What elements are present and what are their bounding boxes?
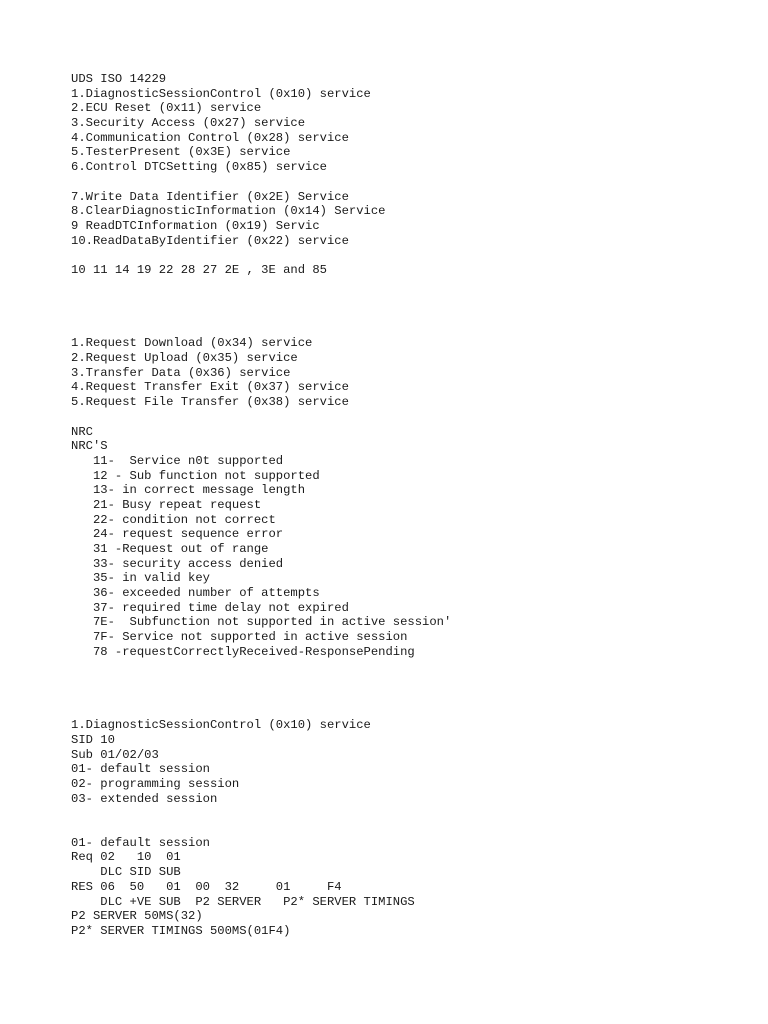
text-line: 35- in valid key: [71, 571, 210, 586]
text-line: 10 11 14 19 22 28 27 2E , 3E and 85: [71, 262, 327, 277]
text-line: 3.Transfer Data (0x36) service: [71, 365, 291, 380]
text-line: 4.Request Transfer Exit (0x37) service: [71, 380, 349, 395]
blank-line: [71, 307, 761, 322]
text-line: 4.Communication Control (0x28) service: [71, 130, 349, 145]
blank-line: [71, 292, 761, 307]
blank-line: [71, 278, 761, 293]
text-line: 6.Control DTCSetting (0x85) service: [71, 160, 327, 175]
text-line: 22- condition not correct: [71, 512, 276, 527]
text-line: 2.Request Upload (0x35) service: [71, 351, 298, 366]
text-line: 2.ECU Reset (0x11) service: [71, 101, 262, 116]
blank-line: [71, 674, 761, 689]
text-line: 01- default session: [71, 835, 210, 850]
blank-line: [71, 689, 761, 704]
text-line: 24- request sequence error: [71, 527, 284, 542]
text-line: 02- programming session: [71, 777, 240, 791]
blank-line: [71, 248, 761, 263]
blank-line: [71, 410, 761, 425]
text-line: P2* SERVER TIMINGS 500MS(01F4): [71, 923, 291, 938]
text-line: 1.DiagnosticSessionControl (0x10) service: [71, 718, 371, 733]
text-line: 33- security access denied: [71, 556, 284, 571]
text-line: 31 -Request out of range: [71, 542, 269, 556]
blank-line: [71, 704, 761, 719]
text-line: 36- exceeded number of attempts: [71, 586, 320, 601]
text-line: SID 10: [71, 732, 115, 747]
blank-line: [71, 660, 761, 675]
text-line: 9 ReadDTCInformation (0x19) Servic: [71, 218, 320, 233]
text-line: 3.Security Access (0x27) service: [71, 116, 306, 131]
text-line: Sub 01/02/03: [71, 747, 159, 762]
text-line: UDS ISO 14229: [71, 72, 167, 86]
text-line: 1.DiagnosticSessionControl (0x10) service: [71, 86, 371, 101]
text-line: P2 SERVER 50MS(32): [71, 909, 203, 924]
text-line: 37- required time delay not expired: [71, 600, 349, 615]
text-line: 8.ClearDiagnosticInformation (0x14) Service: [71, 204, 386, 219]
text-line: 12 - Sub function not supported: [71, 468, 320, 483]
text-line: 7E- Subfunction not supported in active session': [71, 615, 452, 630]
text-line: 10.ReadDataByIdentifier (0x22) service: [71, 233, 349, 248]
text-line: NRC: [71, 424, 93, 439]
text-line: 03- extended session: [71, 791, 218, 806]
blank-line: [71, 806, 761, 821]
text-line: RES 06 50 01 00 32 01 F4: [71, 879, 342, 894]
text-line: 5.TesterPresent (0x3E) service: [71, 145, 291, 160]
text-line: 11- Service n0t supported: [71, 453, 284, 468]
text-line: 21- Busy repeat request: [71, 497, 262, 512]
text-line: 1.Request Download (0x34) service: [71, 336, 313, 351]
text-line: 7F- Service not supported in active session: [71, 630, 408, 645]
blank-line: [71, 821, 761, 836]
text-line: DLC SID SUB: [71, 865, 181, 880]
text-line: 7.Write Data Identifier (0x2E) Service: [71, 189, 349, 204]
text-line: NRC'S: [71, 439, 108, 454]
text-line: 13- in correct message length: [71, 483, 306, 498]
text-line: Req 02 10 01: [71, 850, 181, 865]
blank-line: [71, 175, 761, 190]
document-body: [71, 72, 761, 939]
text-line: 01- default session: [71, 762, 210, 777]
text-line: 5.Request File Transfer (0x38) service: [71, 395, 349, 410]
text-line: 78 -requestCorrectlyReceived-ResponsePending: [71, 644, 415, 659]
blank-line: [71, 322, 761, 337]
text-line: DLC +VE SUB P2 SERVER P2* SERVER TIMINGS: [71, 894, 415, 909]
